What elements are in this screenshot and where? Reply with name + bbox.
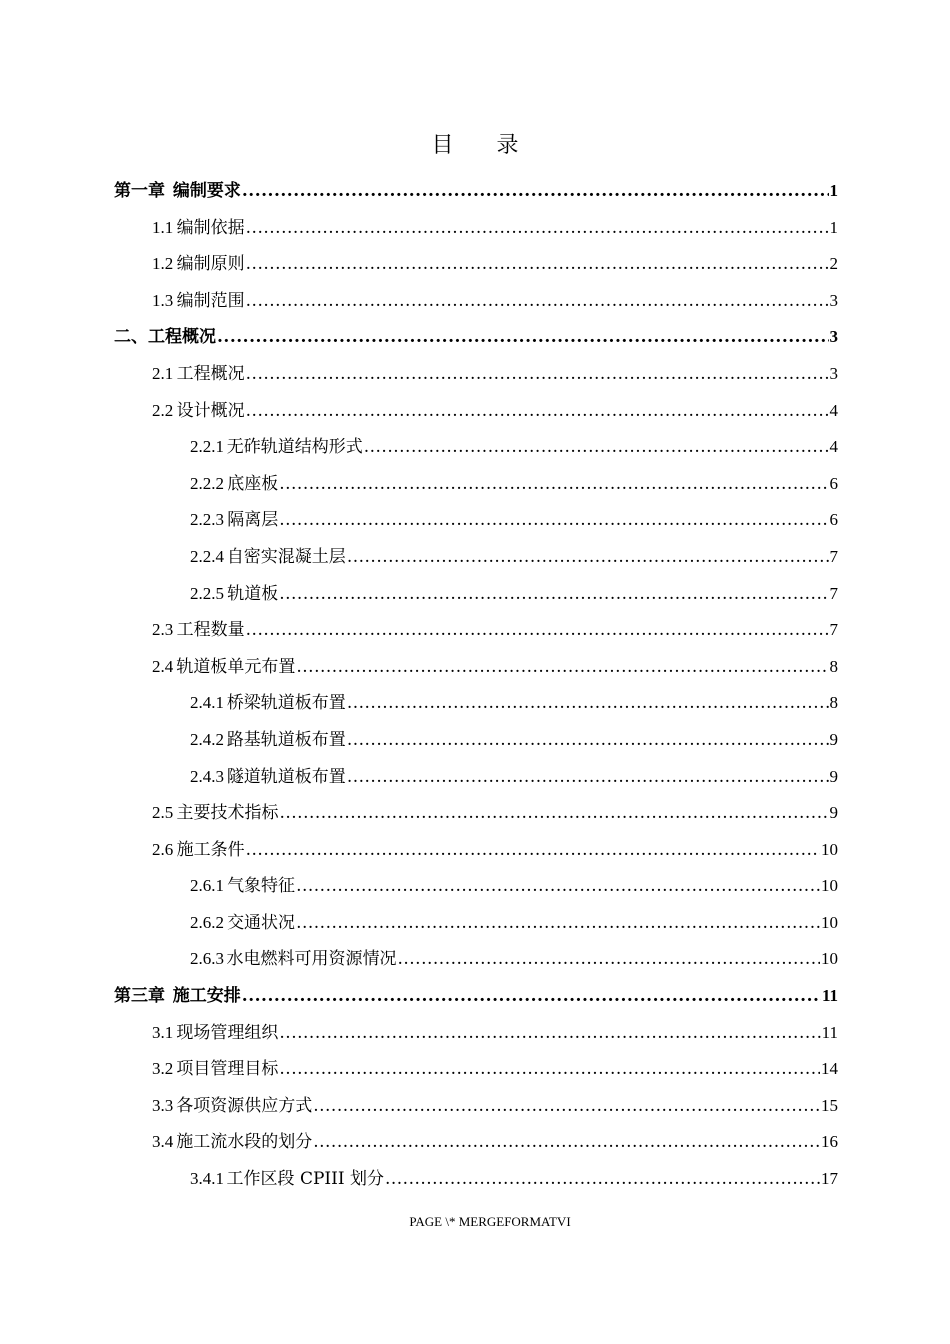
toc-entry-title: 自密实混凝土层 xyxy=(226,546,346,567)
toc-entry-number: 1.1 xyxy=(152,217,174,237)
toc-dot-leader xyxy=(347,730,829,750)
toc-entry[interactable] xyxy=(114,542,838,579)
toc-dot-leader xyxy=(397,949,820,969)
toc-entry-page-number: 8 xyxy=(829,693,838,713)
toc-entry-number: 2.2.4 xyxy=(190,546,224,566)
toc-entry[interactable] xyxy=(114,359,838,396)
toc-entry-number: 2.6 xyxy=(152,839,174,859)
toc-dot-leader xyxy=(313,1096,820,1116)
toc-entry[interactable] xyxy=(114,1164,838,1201)
page-footer: PAGE \* MERGEFORMATVI xyxy=(409,1214,571,1229)
toc-entry-page-number: 4 xyxy=(829,400,838,420)
toc-dot-leader xyxy=(246,364,829,384)
toc-entry-title: 工程数量 xyxy=(176,620,245,641)
toc-entry-number: 2.6.3 xyxy=(190,949,224,969)
toc-dot-leader xyxy=(279,510,828,530)
toc-title: 目 录 xyxy=(431,133,537,158)
toc-entry-page-number: 1 xyxy=(829,217,838,237)
toc-entry-number: 2.4.3 xyxy=(190,766,224,786)
toc-entry[interactable] xyxy=(114,981,838,1018)
toc-dot-leader xyxy=(385,1169,820,1189)
toc-entry-title: 编制原则 xyxy=(176,254,245,275)
toc-entry-page-number: 14 xyxy=(821,1059,838,1079)
toc-entry-number: 2.6.1 xyxy=(190,876,224,896)
toc-dot-leader xyxy=(246,620,829,640)
toc-entry[interactable] xyxy=(114,1018,838,1055)
toc-entry-page-number: 10 xyxy=(821,876,838,896)
toc-entry-title: 交通状况 xyxy=(227,912,296,933)
toc-entry-page-number: 3 xyxy=(829,290,838,310)
toc-entry-title: 编制范围 xyxy=(176,290,245,311)
toc-entry[interactable] xyxy=(114,1127,838,1164)
toc-entry-number: 1.2 xyxy=(152,254,174,274)
toc-dot-leader xyxy=(296,657,828,677)
toc-entry-number: 2.2.3 xyxy=(190,510,224,530)
toc-dot-leader xyxy=(217,327,829,347)
toc-dot-leader xyxy=(246,401,829,421)
toc-entry-page-number: 9 xyxy=(829,766,838,786)
toc-entry-page-number: 3 xyxy=(829,327,838,347)
toc-entry-page-number: 16 xyxy=(821,1132,838,1152)
toc-entry-number: 3.4 xyxy=(152,1132,174,1152)
toc-entry[interactable] xyxy=(114,762,838,799)
toc-entry-title: 各项资源供应方式 xyxy=(176,1095,313,1116)
toc-entry[interactable] xyxy=(114,432,838,469)
toc-entry-number: 3.1 xyxy=(152,1022,174,1042)
toc-entry-title: 底座板 xyxy=(227,473,279,494)
toc-entry-page-number: 7 xyxy=(829,583,838,603)
toc-entry-number: 第一章 xyxy=(114,181,165,200)
toc-entry-page-number: 9 xyxy=(829,803,838,823)
toc-dot-leader xyxy=(246,254,829,274)
toc-entry-page-number: 15 xyxy=(821,1095,838,1115)
toc-dot-leader xyxy=(279,1023,820,1043)
toc-entry-number: 2.3 xyxy=(152,620,174,640)
toc-entry-page-number: 6 xyxy=(829,510,838,530)
toc-entry-page-number: 7 xyxy=(829,546,838,566)
toc-entry[interactable] xyxy=(114,176,838,213)
toc-entry[interactable] xyxy=(114,908,838,945)
toc-entry-title: 现场管理组织 xyxy=(176,1022,279,1043)
toc-entry[interactable] xyxy=(114,871,838,908)
toc-entry-number: 2.2 xyxy=(152,400,174,420)
toc-dot-leader xyxy=(296,876,820,896)
toc-entry-page-number: 1 xyxy=(829,181,838,200)
toc-entry-title: 隧道轨道板布置 xyxy=(226,766,346,787)
toc-entry-title: 工作区段 CPIII 划分 xyxy=(226,1169,384,1190)
toc-entry-page-number: 7 xyxy=(829,620,838,640)
toc-entry-number: 1.3 xyxy=(152,290,174,310)
toc-dot-leader xyxy=(279,1059,820,1079)
toc-entry-number: 2.6.2 xyxy=(190,912,224,932)
toc-dot-leader xyxy=(246,840,820,860)
toc-entry-title: 施工条件 xyxy=(176,839,245,860)
toc-entry-number: 2.4.2 xyxy=(190,729,224,749)
toc-entry-number: 2.2.2 xyxy=(190,473,224,493)
toc-entry[interactable] xyxy=(114,688,838,725)
toc-entry-number: 2.1 xyxy=(152,363,174,383)
toc-entry-page-number: 17 xyxy=(821,1169,838,1189)
toc-entry[interactable] xyxy=(114,835,838,872)
toc-dot-leader xyxy=(347,547,829,567)
toc-entry[interactable] xyxy=(114,725,838,762)
toc-entry-title: 路基轨道板布置 xyxy=(226,729,346,750)
toc-entry-title: 轨道板单元布置 xyxy=(176,656,296,677)
toc-entry-title: 桥梁轨道板布置 xyxy=(226,693,346,714)
toc-entry-number: 3.2 xyxy=(152,1059,174,1079)
toc-entry[interactable] xyxy=(114,213,838,250)
toc-entry-number: 2.2.1 xyxy=(190,437,224,457)
toc-entry-page-number: 8 xyxy=(829,656,838,676)
toc-entry-number: 第三章 xyxy=(114,986,165,1006)
toc-entry-page-number: 11 xyxy=(821,986,838,1006)
toc-entry-page-number: 2 xyxy=(829,254,838,274)
toc-entry-title: 隔离层 xyxy=(227,510,279,531)
toc-dot-leader xyxy=(246,291,829,311)
toc-entry[interactable] xyxy=(114,1091,838,1128)
toc-entry-page-number: 9 xyxy=(829,729,838,749)
toc-entry-title: 施工流水段的划分 xyxy=(176,1132,313,1153)
toc-entry[interactable] xyxy=(114,322,838,359)
toc-entry-title: 施工安排 xyxy=(172,986,241,1007)
toc-entry[interactable] xyxy=(114,505,838,542)
toc-dot-leader xyxy=(347,767,829,787)
toc-dot-leader xyxy=(279,474,828,494)
toc-entry[interactable] xyxy=(114,798,838,835)
toc-entry[interactable] xyxy=(114,286,838,323)
toc-entry[interactable] xyxy=(114,652,838,689)
toc-entry-title: 无砟轨道结构形式 xyxy=(226,437,363,458)
toc-dot-leader xyxy=(313,1132,820,1152)
toc-dot-leader xyxy=(246,218,829,238)
table-of-contents xyxy=(114,176,838,1201)
toc-entry-title: 轨道板 xyxy=(227,583,279,604)
toc-entry-page-number: 10 xyxy=(821,912,838,932)
toc-entry-number: 2.5 xyxy=(152,803,174,823)
toc-entry[interactable] xyxy=(114,579,838,616)
toc-entry-page-number: 10 xyxy=(821,839,838,859)
toc-entry-number: 3.4.1 xyxy=(190,1169,224,1189)
toc-entry-title: 气象特征 xyxy=(227,876,296,897)
toc-entry-number: 2.4.1 xyxy=(190,693,224,713)
toc-dot-leader xyxy=(242,986,821,1006)
toc-entry[interactable] xyxy=(114,944,838,981)
toc-entry-number: 2.2.5 xyxy=(190,583,224,603)
toc-dot-leader xyxy=(279,803,828,823)
toc-entry-page-number: 3 xyxy=(829,363,838,383)
toc-entry-title: 编制要求 xyxy=(172,181,241,201)
toc-entry-title: 编制依据 xyxy=(176,217,245,238)
toc-entry-page-number: 11 xyxy=(821,1022,838,1042)
toc-entry-title: 工程概况 xyxy=(176,363,245,384)
toc-entry-title: 主要技术指标 xyxy=(176,803,279,824)
toc-entry[interactable] xyxy=(114,396,838,433)
toc-dot-leader xyxy=(242,181,829,201)
toc-entry[interactable] xyxy=(114,469,838,506)
toc-entry-page-number: 10 xyxy=(821,949,838,969)
toc-entry-page-number: 6 xyxy=(829,473,838,493)
toc-entry-number: 3.3 xyxy=(152,1095,174,1115)
toc-entry-title: 二、工程概况 xyxy=(114,327,216,348)
toc-entry-title: 设计概况 xyxy=(176,400,245,421)
toc-entry-title: 水电燃料可用资源情况 xyxy=(226,949,397,970)
toc-dot-leader xyxy=(296,913,820,933)
toc-entry-number: 2.4 xyxy=(152,656,174,676)
toc-entry[interactable] xyxy=(114,249,838,286)
toc-dot-leader xyxy=(364,437,829,457)
toc-entry-title: 项目管理目标 xyxy=(176,1059,279,1080)
toc-entry-page-number: 4 xyxy=(829,437,838,457)
toc-dot-leader xyxy=(347,693,829,713)
toc-entry[interactable] xyxy=(114,615,838,652)
toc-dot-leader xyxy=(279,584,828,604)
toc-entry[interactable] xyxy=(114,1054,838,1091)
